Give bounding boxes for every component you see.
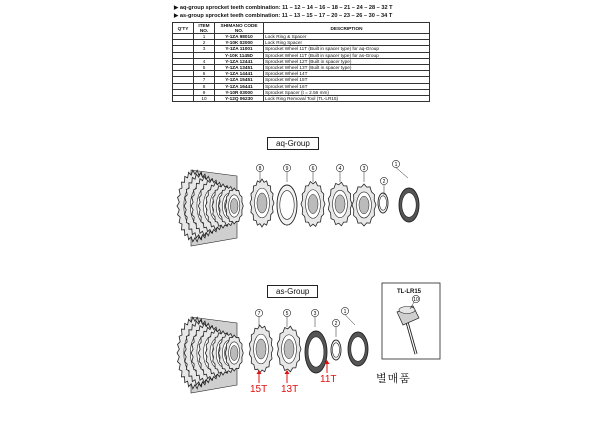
aq-callout-number: 9	[285, 165, 289, 172]
aq-part-6-spline	[308, 194, 318, 213]
annotation-13t: 13T	[281, 384, 299, 395]
aq-callout-number: 1	[394, 161, 398, 168]
aq-part-4-spline	[335, 195, 345, 213]
description-cell: Sprocket Wheel 14T	[264, 71, 430, 77]
code-header: SHIMANO CODE NO.	[215, 23, 264, 34]
aq-callout-number: 4	[338, 165, 342, 172]
code-cell: Y-12Q 06230	[215, 96, 264, 102]
as-part-3-inner	[308, 337, 324, 367]
as-part-7-spline	[256, 339, 266, 359]
as-callout-number: 1	[343, 308, 347, 315]
description-cell: Sprocket Wheel 16T	[264, 83, 430, 89]
aq-callout-number: 2	[382, 178, 386, 185]
aq-leader	[396, 168, 408, 178]
as-part-5-spline	[284, 339, 294, 358]
item-cell: 4	[194, 58, 215, 64]
aq-part-1-inner	[402, 193, 416, 217]
as-part-2-inner	[332, 343, 339, 357]
aq-group-label: aq-Group	[267, 137, 319, 150]
as-cassette-sprocket-spline	[230, 345, 238, 360]
description-cell: Sprocket Spacer (t = 2.56 mm)	[264, 89, 430, 95]
as-callout-number: 7	[257, 310, 261, 317]
as-group-label: as-Group	[267, 285, 318, 298]
as-part-1-inner	[351, 337, 365, 361]
code-cell: Y-1ZA 15451	[215, 77, 264, 83]
as-callout-number: 5	[285, 310, 289, 317]
code-cell: Y-10R 03000	[215, 89, 264, 95]
annotation-11t: 11T	[320, 374, 337, 385]
code-cell: Y-10K 1145D	[215, 52, 264, 58]
aq-part-2-inner	[379, 196, 386, 210]
item-cell: 7	[194, 77, 215, 83]
aq-combination-text: aq-group sprocket teeth combination: 11 – 12 – 14 – 16 – 18 – 21 – 24 – 28 – 32 T	[179, 5, 393, 11]
item-cell: 6	[194, 71, 215, 77]
item-header: ITEM NO.	[194, 23, 215, 34]
qty-header: Q'TY	[173, 23, 194, 34]
item-cell: 1	[194, 34, 215, 40]
code-cell: Y-1ZA 12441	[215, 58, 264, 64]
aq-callout-number: 8	[258, 165, 262, 172]
arrow-icon: ▶	[174, 13, 179, 19]
as-callout-number: 2	[334, 320, 338, 327]
as-callout-number: 3	[313, 310, 317, 317]
aq-callout-number: 6	[311, 165, 315, 172]
description-cell: Sprocket Wheel 15T	[264, 77, 430, 83]
code-cell: Y-1ZA 13451	[215, 65, 264, 71]
code-cell: Y-1ZA 11001	[215, 46, 264, 52]
annotation-15t: 15T	[250, 384, 268, 395]
description-cell: Sprocket Wheel 13T (Built in spacer type)	[264, 65, 430, 71]
code-cell: Y-1ZA 98010	[215, 34, 264, 40]
item-cell: 9	[194, 89, 215, 95]
tool-splines	[399, 307, 415, 314]
aq-part-9-inner	[280, 191, 294, 220]
code-cell: Y-10K 02000	[215, 40, 264, 46]
aq-part-8-spline	[257, 193, 267, 213]
aq-part-3-spline	[359, 196, 369, 214]
item-cell: 8	[194, 83, 215, 89]
item-cell: 3	[194, 46, 215, 52]
description-cell: Sprocket Wheel 11T (Built in spacer type) for aq-Group	[264, 46, 430, 52]
arrow-icon: ▶	[174, 5, 179, 11]
description-header: DESCRIPTION	[264, 23, 430, 34]
as-leader	[345, 315, 355, 325]
code-cell: Y-1ZA 16441	[215, 83, 264, 89]
aq-cassette-sprocket-spline	[230, 198, 238, 213]
aq-callout-number: 3	[362, 165, 366, 172]
tool-caption: 별매품	[376, 373, 411, 385]
tool-label: TL-LR15	[397, 289, 421, 295]
as-combination-text: as-group sprocket teeth combination: 11 – 13 – 15 – 17 – 20 – 23 – 26 – 30 – 34 T	[179, 13, 393, 19]
description-cell: Lock Ring & Spacer	[264, 34, 430, 40]
description-cell: Sprocket Wheel 12T (Built in spacer type)	[264, 58, 430, 64]
item-cell: 2	[194, 40, 215, 46]
item-cell: 10	[194, 96, 215, 102]
description-cell: Sprocket Wheel 11T (Built in spacer type) for as-Group	[264, 52, 430, 58]
item-cell: 5	[194, 65, 215, 71]
code-cell: Y-1ZA 14441	[215, 71, 264, 77]
description-cell: Lock Ring Spacer	[264, 40, 430, 46]
description-cell: Lock Ring Removal Tool (TL-LR15)	[264, 96, 430, 102]
tool-callout-number: 10	[413, 296, 419, 303]
